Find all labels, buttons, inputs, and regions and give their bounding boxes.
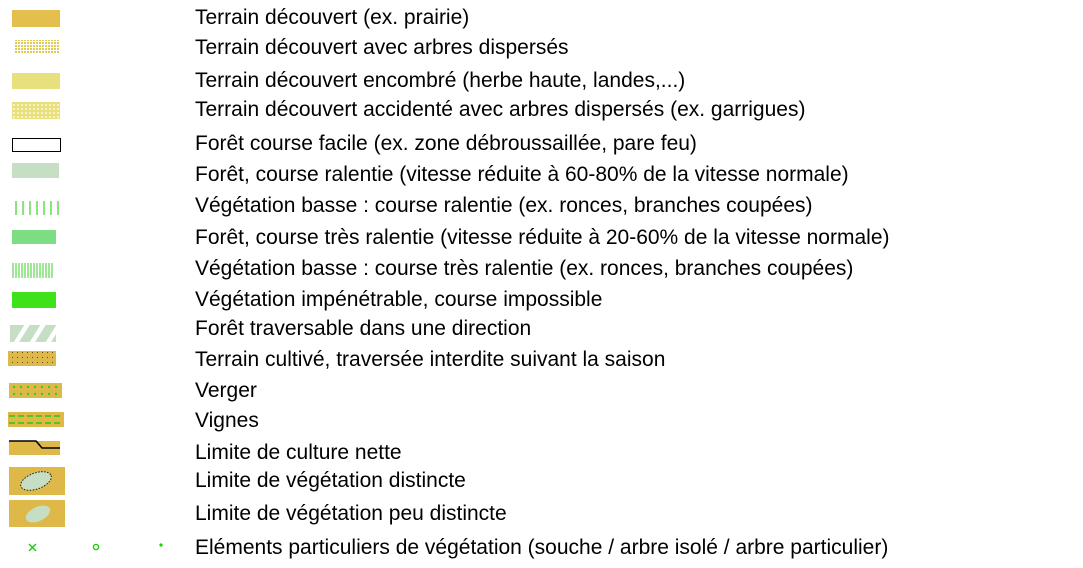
legend-label: Verger: [195, 379, 257, 402]
legend-item-impassable-vegetation: [0, 285, 1083, 315]
impassable-vegetation-swatch: [0, 285, 80, 315]
legend-item-cultivated-land: [0, 345, 1083, 375]
legend-label: Forêt, course ralentie (vitesse réduite à 60-80% de la vitesse normale): [195, 163, 849, 186]
legend-label: Forêt traversable dans une direction: [195, 317, 532, 340]
special-tree-icon: [159, 543, 162, 546]
legend-label: Végétation basse : course ralentie (ex. ronces, branches coupées): [195, 194, 813, 217]
legend-item-difficult-forest: [0, 223, 1083, 253]
orchard-swatch: [0, 376, 80, 406]
open-land-swatch: [0, 3, 80, 33]
legend-label: Végétation basse : course très ralentie (ex. ronces, branches coupées): [195, 257, 854, 280]
undergrowth-difficult-swatch: [0, 254, 80, 284]
legend-item-slow-running-forest: [0, 160, 1083, 190]
legend-item-easy-running-forest: [0, 129, 1083, 159]
legend-item-cultivation-boundary: [0, 438, 1083, 468]
legend-label: Terrain découvert accidenté avec arbres dispersés (ex. garrigues): [195, 98, 806, 121]
legend-item-one-direction-forest: [0, 314, 1083, 344]
legend-label: Terrain découvert avec arbres dispersés: [195, 36, 569, 59]
legend-item-rough-open-land-scattered-trees: [0, 95, 1083, 125]
difficult-forest-swatch: [0, 223, 80, 253]
legend-label: Terrain découvert (ex. prairie): [195, 6, 470, 29]
special-vegetation-features-icon: [0, 533, 170, 563]
legend-label: Forêt, course très ralentie (vitesse réduite à 20-60% de la vitesse normale): [195, 226, 890, 249]
legend-item-orchard: [0, 376, 1083, 406]
rough-open-land-swatch: [0, 66, 80, 96]
isolated-tree-icon: [93, 544, 98, 549]
vineyard-swatch: [0, 406, 80, 436]
legend-item-special-vegetation-features: [0, 533, 1083, 563]
legend-item-open-land-scattered-trees: [0, 33, 1083, 63]
legend-item-open-land: [0, 3, 1083, 33]
legend-label: Limite de végétation peu distincte: [195, 502, 507, 525]
legend-label: Eléments particuliers de végétation (souche / arbre isolé / arbre particulier): [195, 536, 889, 559]
legend-item-undergrowth-slow: [0, 191, 1083, 221]
legend-item-distinct-vegetation-boundary: [0, 466, 1083, 496]
legend-label: Terrain découvert encombré (herbe haute, landes,...): [195, 69, 686, 92]
legend-label: Végétation impénétrable, course impossible: [195, 288, 603, 311]
rough-open-land-scattered-trees-swatch: [0, 95, 80, 125]
indistinct-vegetation-boundary-swatch: [0, 499, 80, 529]
legend-label: Limite de végétation distincte: [195, 469, 466, 492]
legend-label: Vignes: [195, 409, 259, 432]
legend-label: Forêt course facile (ex. zone débroussaillée, pare feu): [195, 132, 697, 155]
legend-item-indistinct-vegetation-boundary: [0, 499, 1083, 529]
legend-item-rough-open-land: [0, 66, 1083, 96]
one-direction-forest-swatch: [0, 314, 80, 344]
undergrowth-slow-swatch: [0, 191, 80, 221]
stump-icon: [29, 544, 36, 551]
slow-running-forest-swatch: [0, 160, 80, 190]
distinct-vegetation-boundary-swatch: [0, 466, 80, 496]
legend-label: Limite de culture nette: [195, 441, 402, 464]
cultivated-land-swatch: [0, 345, 80, 375]
legend-label: Terrain cultivé, traversée interdite suivant la saison: [195, 348, 666, 371]
open-land-scattered-trees-swatch: [0, 33, 80, 63]
cultivation-boundary-swatch: [0, 438, 80, 468]
legend-item-undergrowth-difficult: [0, 254, 1083, 284]
easy-running-forest-swatch: [0, 129, 80, 159]
legend-item-vineyard: [0, 406, 1083, 436]
